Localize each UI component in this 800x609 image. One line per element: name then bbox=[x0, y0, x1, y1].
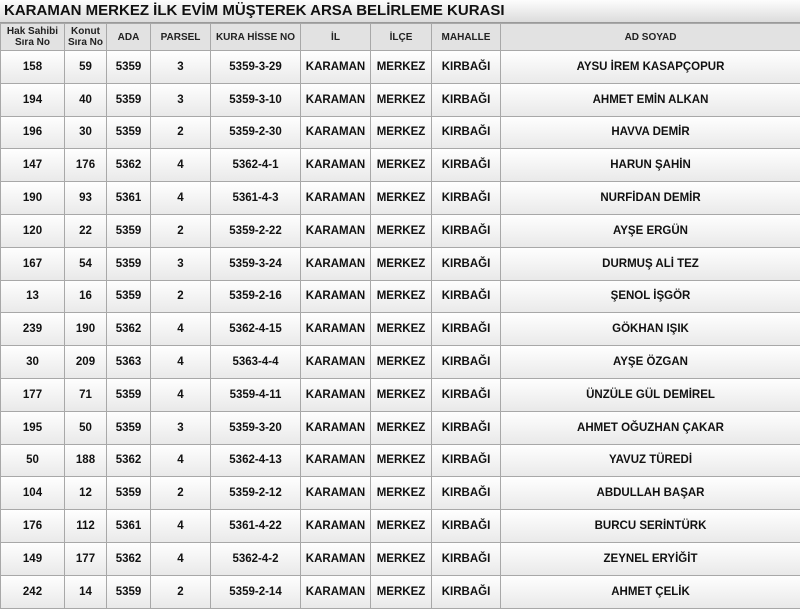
ilce-cell: MERKEZ bbox=[371, 214, 432, 247]
header-ada: ADA bbox=[107, 24, 151, 51]
parsel-cell: 2 bbox=[151, 477, 211, 510]
table-row bbox=[1, 51, 800, 84]
table-row bbox=[1, 149, 800, 182]
il-cell: KARAMAN bbox=[301, 182, 371, 215]
table-row bbox=[1, 346, 800, 379]
il-cell: KARAMAN bbox=[301, 116, 371, 149]
header-konut-sira-no: Konut Sıra No bbox=[65, 24, 107, 51]
ada-cell: 5359 bbox=[107, 83, 151, 116]
table-row bbox=[1, 542, 800, 575]
konut-sira-no-cell: 59 bbox=[65, 51, 107, 84]
parsel-cell: 2 bbox=[151, 116, 211, 149]
ilce-cell: MERKEZ bbox=[371, 575, 432, 608]
parsel-cell: 4 bbox=[151, 313, 211, 346]
ilce-cell: MERKEZ bbox=[371, 83, 432, 116]
ada-cell: 5363 bbox=[107, 346, 151, 379]
konut-sira-no-cell: 112 bbox=[65, 510, 107, 543]
kura-hisse-no-cell: 5361-4-22 bbox=[211, 510, 301, 543]
mahalle-cell: KIRBAĞI bbox=[432, 116, 501, 149]
konut-sira-no-cell: 176 bbox=[65, 149, 107, 182]
mahalle-cell: KIRBAĞI bbox=[432, 149, 501, 182]
il-cell: KARAMAN bbox=[301, 444, 371, 477]
page-title: KARAMAN MERKEZ İLK EVİM MÜŞTEREK ARSA BELİRLEME KURASI bbox=[0, 0, 800, 23]
il-cell: KARAMAN bbox=[301, 83, 371, 116]
ilce-cell: MERKEZ bbox=[371, 346, 432, 379]
ilce-cell: MERKEZ bbox=[371, 411, 432, 444]
il-cell: KARAMAN bbox=[301, 575, 371, 608]
hak-sahibi-sira-no-cell: 147 bbox=[1, 149, 65, 182]
table-row bbox=[1, 378, 800, 411]
ad-soyad-cell: HARUN ŞAHİN bbox=[501, 149, 800, 182]
ada-cell: 5359 bbox=[107, 51, 151, 84]
il-cell: KARAMAN bbox=[301, 149, 371, 182]
ad-soyad-cell: GÖKHAN IŞIK bbox=[501, 313, 800, 346]
hak-sahibi-sira-no-cell: 30 bbox=[1, 346, 65, 379]
mahalle-cell: KIRBAĞI bbox=[432, 214, 501, 247]
il-cell: KARAMAN bbox=[301, 247, 371, 280]
konut-sira-no-cell: 40 bbox=[65, 83, 107, 116]
header-hak-sahibi-sira-no: Hak Sahibi Sıra No bbox=[1, 24, 65, 51]
header-parsel: PARSEL bbox=[151, 24, 211, 51]
hak-sahibi-sira-no-cell: 104 bbox=[1, 477, 65, 510]
hak-sahibi-sira-no-cell: 167 bbox=[1, 247, 65, 280]
table-row bbox=[1, 411, 800, 444]
ad-soyad-cell: ÜNZÜLE GÜL DEMİREL bbox=[501, 378, 800, 411]
il-cell: KARAMAN bbox=[301, 51, 371, 84]
kura-hisse-no-cell: 5359-3-29 bbox=[211, 51, 301, 84]
ada-cell: 5359 bbox=[107, 116, 151, 149]
ad-soyad-cell: BURCU SERİNTÜRK bbox=[501, 510, 800, 543]
konut-sira-no-cell: 12 bbox=[65, 477, 107, 510]
mahalle-cell: KIRBAĞI bbox=[432, 378, 501, 411]
hak-sahibi-sira-no-cell: 190 bbox=[1, 182, 65, 215]
ilce-cell: MERKEZ bbox=[371, 280, 432, 313]
mahalle-cell: KIRBAĞI bbox=[432, 542, 501, 575]
ada-cell: 5362 bbox=[107, 313, 151, 346]
konut-sira-no-cell: 54 bbox=[65, 247, 107, 280]
table-header bbox=[1, 24, 800, 51]
konut-sira-no-cell: 22 bbox=[65, 214, 107, 247]
ilce-cell: MERKEZ bbox=[371, 149, 432, 182]
kura-hisse-no-cell: 5362-4-13 bbox=[211, 444, 301, 477]
il-cell: KARAMAN bbox=[301, 214, 371, 247]
ad-soyad-cell: AYŞE ÖZGAN bbox=[501, 346, 800, 379]
ilce-cell: MERKEZ bbox=[371, 542, 432, 575]
il-cell: KARAMAN bbox=[301, 510, 371, 543]
il-cell: KARAMAN bbox=[301, 378, 371, 411]
konut-sira-no-cell: 93 bbox=[65, 182, 107, 215]
hak-sahibi-sira-no-cell: 149 bbox=[1, 542, 65, 575]
hak-sahibi-sira-no-cell: 196 bbox=[1, 116, 65, 149]
table-row bbox=[1, 83, 800, 116]
hak-sahibi-sira-no-cell: 242 bbox=[1, 575, 65, 608]
table-row bbox=[1, 444, 800, 477]
kura-hisse-no-cell: 5359-2-12 bbox=[211, 477, 301, 510]
parsel-cell: 3 bbox=[151, 83, 211, 116]
hak-sahibi-sira-no-cell: 195 bbox=[1, 411, 65, 444]
kura-hisse-no-cell: 5362-4-15 bbox=[211, 313, 301, 346]
parsel-cell: 3 bbox=[151, 411, 211, 444]
hak-sahibi-sira-no-cell: 239 bbox=[1, 313, 65, 346]
hak-sahibi-sira-no-cell: 177 bbox=[1, 378, 65, 411]
mahalle-cell: KIRBAĞI bbox=[432, 51, 501, 84]
kura-hisse-no-cell: 5359-2-30 bbox=[211, 116, 301, 149]
ada-cell: 5359 bbox=[107, 214, 151, 247]
hak-sahibi-sira-no-cell: 13 bbox=[1, 280, 65, 313]
parsel-cell: 2 bbox=[151, 214, 211, 247]
kura-hisse-no-cell: 5359-4-11 bbox=[211, 378, 301, 411]
parsel-cell: 3 bbox=[151, 51, 211, 84]
hak-sahibi-sira-no-cell: 194 bbox=[1, 83, 65, 116]
kura-hisse-no-cell: 5359-3-10 bbox=[211, 83, 301, 116]
konut-sira-no-cell: 16 bbox=[65, 280, 107, 313]
kura-hisse-no-cell: 5363-4-4 bbox=[211, 346, 301, 379]
konut-sira-no-cell: 14 bbox=[65, 575, 107, 608]
ad-soyad-cell: NURFİDAN DEMİR bbox=[501, 182, 800, 215]
parsel-cell: 4 bbox=[151, 182, 211, 215]
mahalle-cell: KIRBAĞI bbox=[432, 83, 501, 116]
konut-sira-no-cell: 177 bbox=[65, 542, 107, 575]
ada-cell: 5359 bbox=[107, 477, 151, 510]
ada-cell: 5359 bbox=[107, 247, 151, 280]
konut-sira-no-cell: 71 bbox=[65, 378, 107, 411]
ad-soyad-cell: AYSU İREM KASAPÇOPUR bbox=[501, 51, 800, 84]
ilce-cell: MERKEZ bbox=[371, 378, 432, 411]
table-row bbox=[1, 280, 800, 313]
table-row bbox=[1, 214, 800, 247]
ad-soyad-cell: ZEYNEL ERYİĞİT bbox=[501, 542, 800, 575]
ada-cell: 5359 bbox=[107, 411, 151, 444]
table-row bbox=[1, 510, 800, 543]
parsel-cell: 4 bbox=[151, 346, 211, 379]
header-mahalle: MAHALLE bbox=[432, 24, 501, 51]
parsel-cell: 4 bbox=[151, 444, 211, 477]
ad-soyad-cell: ABDULLAH BAŞAR bbox=[501, 477, 800, 510]
mahalle-cell: KIRBAĞI bbox=[432, 444, 501, 477]
ilce-cell: MERKEZ bbox=[371, 510, 432, 543]
il-cell: KARAMAN bbox=[301, 280, 371, 313]
il-cell: KARAMAN bbox=[301, 313, 371, 346]
mahalle-cell: KIRBAĞI bbox=[432, 182, 501, 215]
table-row bbox=[1, 116, 800, 149]
ada-cell: 5359 bbox=[107, 280, 151, 313]
kura-hisse-no-cell: 5361-4-3 bbox=[211, 182, 301, 215]
parsel-cell: 4 bbox=[151, 149, 211, 182]
ad-soyad-cell: DURMUŞ ALİ TEZ bbox=[501, 247, 800, 280]
ilce-cell: MERKEZ bbox=[371, 182, 432, 215]
kura-hisse-no-cell: 5359-3-24 bbox=[211, 247, 301, 280]
parsel-cell: 4 bbox=[151, 542, 211, 575]
ada-cell: 5362 bbox=[107, 444, 151, 477]
parsel-cell: 2 bbox=[151, 280, 211, 313]
konut-sira-no-cell: 188 bbox=[65, 444, 107, 477]
hak-sahibi-sira-no-cell: 120 bbox=[1, 214, 65, 247]
ad-soyad-cell: YAVUZ TÜREDİ bbox=[501, 444, 800, 477]
parsel-cell: 4 bbox=[151, 510, 211, 543]
hak-sahibi-sira-no-cell: 158 bbox=[1, 51, 65, 84]
kura-hisse-no-cell: 5359-2-22 bbox=[211, 214, 301, 247]
mahalle-cell: KIRBAĞI bbox=[432, 280, 501, 313]
ad-soyad-cell: AYŞE ERGÜN bbox=[501, 214, 800, 247]
ad-soyad-cell: HAVVA DEMİR bbox=[501, 116, 800, 149]
table-row bbox=[1, 182, 800, 215]
ada-cell: 5362 bbox=[107, 149, 151, 182]
ad-soyad-cell: ŞENOL İŞGÖR bbox=[501, 280, 800, 313]
ilce-cell: MERKEZ bbox=[371, 313, 432, 346]
ilce-cell: MERKEZ bbox=[371, 116, 432, 149]
table-body bbox=[1, 51, 800, 609]
kura-hisse-no-cell: 5362-4-2 bbox=[211, 542, 301, 575]
ad-soyad-cell: AHMET ÇELİK bbox=[501, 575, 800, 608]
header-ilce: İLÇE bbox=[371, 24, 432, 51]
ada-cell: 5361 bbox=[107, 510, 151, 543]
mahalle-cell: KIRBAĞI bbox=[432, 313, 501, 346]
il-cell: KARAMAN bbox=[301, 346, 371, 379]
ilce-cell: MERKEZ bbox=[371, 51, 432, 84]
header-ad-soyad: AD SOYAD bbox=[501, 24, 800, 51]
mahalle-cell: KIRBAĞI bbox=[432, 346, 501, 379]
mahalle-cell: KIRBAĞI bbox=[432, 411, 501, 444]
konut-sira-no-cell: 50 bbox=[65, 411, 107, 444]
header-row bbox=[1, 24, 800, 51]
hak-sahibi-sira-no-cell: 50 bbox=[1, 444, 65, 477]
ada-cell: 5362 bbox=[107, 542, 151, 575]
parsel-cell: 4 bbox=[151, 378, 211, 411]
header-il: İL bbox=[301, 24, 371, 51]
konut-sira-no-cell: 30 bbox=[65, 116, 107, 149]
il-cell: KARAMAN bbox=[301, 477, 371, 510]
table-row bbox=[1, 575, 800, 608]
header-kura-hisse-no: KURA HİSSE NO bbox=[211, 24, 301, 51]
mahalle-cell: KIRBAĞI bbox=[432, 510, 501, 543]
ilce-cell: MERKEZ bbox=[371, 247, 432, 280]
ilce-cell: MERKEZ bbox=[371, 444, 432, 477]
konut-sira-no-cell: 209 bbox=[65, 346, 107, 379]
kura-hisse-no-cell: 5359-2-16 bbox=[211, 280, 301, 313]
ada-cell: 5361 bbox=[107, 182, 151, 215]
parsel-cell: 3 bbox=[151, 247, 211, 280]
kura-hisse-no-cell: 5359-3-20 bbox=[211, 411, 301, 444]
results-table bbox=[0, 23, 800, 609]
kura-hisse-no-cell: 5362-4-1 bbox=[211, 149, 301, 182]
il-cell: KARAMAN bbox=[301, 542, 371, 575]
ad-soyad-cell: AHMET EMİN ALKAN bbox=[501, 83, 800, 116]
ilce-cell: MERKEZ bbox=[371, 477, 432, 510]
konut-sira-no-cell: 190 bbox=[65, 313, 107, 346]
ada-cell: 5359 bbox=[107, 378, 151, 411]
kura-hisse-no-cell: 5359-2-14 bbox=[211, 575, 301, 608]
mahalle-cell: KIRBAĞI bbox=[432, 247, 501, 280]
mahalle-cell: KIRBAĞI bbox=[432, 575, 501, 608]
il-cell: KARAMAN bbox=[301, 411, 371, 444]
ada-cell: 5359 bbox=[107, 575, 151, 608]
table-row bbox=[1, 313, 800, 346]
mahalle-cell: KIRBAĞI bbox=[432, 477, 501, 510]
table-row bbox=[1, 477, 800, 510]
hak-sahibi-sira-no-cell: 176 bbox=[1, 510, 65, 543]
table-row bbox=[1, 247, 800, 280]
ad-soyad-cell: AHMET OĞUZHAN ÇAKAR bbox=[501, 411, 800, 444]
parsel-cell: 2 bbox=[151, 575, 211, 608]
